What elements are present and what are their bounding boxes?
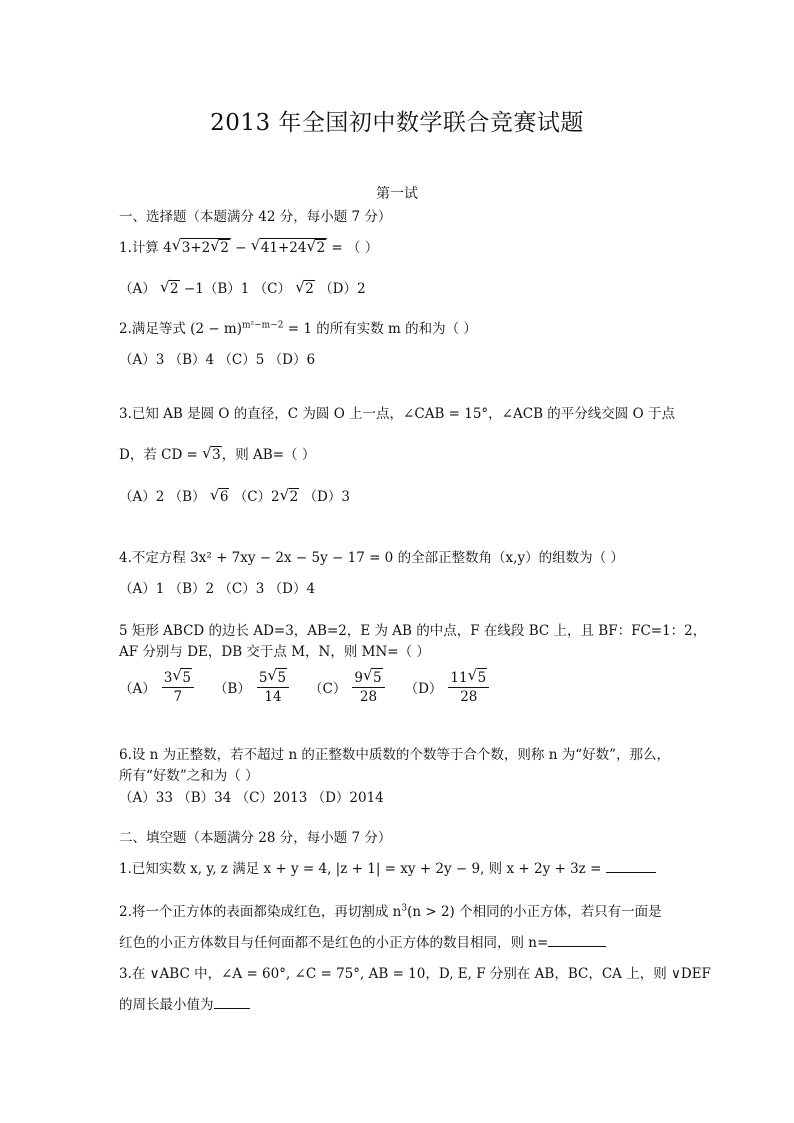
question-5-line-2: AF 分别与 DE，DB 交于点 M，N，则 MN=（ ） bbox=[119, 644, 430, 660]
option-a-label: （A） bbox=[119, 281, 161, 297]
radical bbox=[267, 668, 287, 687]
answer-blank[interactable] bbox=[214, 1008, 250, 1009]
answer-blank[interactable] bbox=[548, 946, 606, 947]
fill-1-text: 1.已知实数 x, y, z 满足 x + y = 4, |z + 1| = xy + 2y − 9, 则 x + 2y + 3z = bbox=[119, 861, 606, 877]
numerator-radicand: 5 bbox=[277, 670, 287, 686]
denominator: 28 bbox=[460, 689, 478, 705]
q2-text: 2.满足等式 (2 − m) bbox=[119, 321, 242, 337]
option-c: （C）2 bbox=[229, 489, 280, 505]
q1-prefix: 1.计算 4 bbox=[119, 240, 172, 256]
fill-question-2-line-1 bbox=[119, 900, 662, 920]
option-d: （D）2 bbox=[314, 281, 366, 297]
q2-text2: = 1 的所有实数 m 的和为（ ） bbox=[283, 321, 477, 337]
exam-part-heading: 第一试 bbox=[376, 186, 418, 202]
fill-question-1 bbox=[119, 857, 656, 877]
q1-radicand-1b: 2 bbox=[220, 240, 229, 256]
q2-exponent: m²−m−2 bbox=[242, 320, 284, 331]
numerator-coef: 3 bbox=[163, 670, 173, 686]
radical bbox=[280, 488, 300, 505]
fill-3-text: 的周长最小值为 bbox=[119, 997, 214, 1013]
option-c-radicand: 2 bbox=[305, 281, 314, 297]
fill-question-3-line-1: 3.在 ∨ABC 中，∠A = 60°, ∠C = 75°, AB = 10，D, E, F 分别在 AB，BC，CA 上，则 ∨DEF bbox=[119, 966, 711, 982]
fill-question-2-line-2 bbox=[119, 931, 606, 951]
q3-text-a: D，若 CD = bbox=[119, 447, 203, 463]
q1-minus: − bbox=[230, 240, 251, 256]
radical bbox=[172, 238, 231, 256]
option-b-label: （B） bbox=[213, 681, 251, 697]
option-b-radicand: 6 bbox=[219, 489, 229, 505]
radical bbox=[172, 668, 192, 687]
radical bbox=[210, 239, 230, 256]
option-d: （D）3 bbox=[299, 489, 350, 505]
section-heading-choice: 一、选择题（本题满分 42 分，每小题 7 分） bbox=[119, 209, 392, 225]
radical bbox=[202, 446, 222, 463]
option-a-fraction bbox=[162, 668, 194, 706]
radical bbox=[251, 238, 327, 256]
question-1 bbox=[119, 236, 378, 256]
option-a-b: （A）2 （B） bbox=[119, 489, 210, 505]
q1-radicand-2: 41+24 bbox=[260, 240, 307, 256]
radical bbox=[295, 280, 315, 297]
option-c-fraction bbox=[352, 668, 384, 706]
question-3-options bbox=[119, 485, 350, 505]
option-a-label: （A） bbox=[119, 681, 156, 697]
question-6-line-2: 所有“好数”之和为（ ） bbox=[119, 768, 259, 784]
numerator-coef: 9 bbox=[354, 670, 363, 686]
question-4-options: （A）1 （B）2 （C）3 （D）4 bbox=[119, 581, 316, 597]
q1-radicand-2b: 2 bbox=[316, 240, 326, 256]
question-6-line-1: 6.设 n 为正整数，若不超过 n 的正整数中质数的个数等于合个数，则称 n 为“好数”，那么， bbox=[119, 747, 671, 763]
fill-2-text-a: 2.将一个正方体的表面都染成红色，再切割成 n bbox=[119, 904, 402, 920]
question-3-line-1: 3.已知 AB 是圆 O 的直径，C 为圆 O 上一点，∠CAB = 15°，∠ACB 的平分线交圆 O 于点 bbox=[119, 406, 675, 422]
fill-2-text-c: 红色的小正方体数目与任何面都不是红色的小正方体的数目相同，则 n= bbox=[119, 935, 549, 951]
fill-2-superscript: 3 bbox=[401, 903, 408, 914]
radical bbox=[160, 280, 180, 297]
question-5-line-1: 5 矩形 ABCD 的边长 AD=3，AB=2，E 为 AB 的中点，F 在线段 BC 上，且 BF：FC=1：2， bbox=[119, 623, 707, 639]
option-c-radicand: 2 bbox=[289, 489, 299, 505]
option-d-fraction bbox=[448, 668, 489, 706]
numerator-radicand: 5 bbox=[182, 670, 191, 686]
numerator-radicand: 5 bbox=[372, 670, 382, 686]
question-3-line-2 bbox=[119, 443, 315, 463]
option-a-radicand: 2 bbox=[170, 281, 179, 297]
question-2 bbox=[119, 317, 477, 337]
numerator-radicand: 5 bbox=[477, 670, 487, 686]
question-6-options: （A）33 （B）34 （C）2013 （D）2014 bbox=[119, 790, 384, 806]
radical bbox=[210, 488, 230, 505]
denominator: 7 bbox=[173, 689, 183, 705]
radical bbox=[363, 668, 383, 687]
radical bbox=[468, 668, 488, 687]
fill-question-3-line-2 bbox=[119, 993, 250, 1013]
q1-radicand-1: 3+2 bbox=[181, 240, 211, 256]
numerator-coef: 11 bbox=[450, 670, 468, 686]
denominator: 14 bbox=[264, 689, 282, 705]
question-1-options bbox=[119, 277, 366, 297]
numerator-coef: 5 bbox=[258, 670, 268, 686]
q3-radicand: 3 bbox=[212, 447, 221, 463]
radical bbox=[306, 239, 326, 256]
q1-suffix: = （ ） bbox=[327, 240, 379, 256]
option-d-label: （D） bbox=[404, 681, 443, 697]
answer-blank[interactable] bbox=[606, 872, 656, 873]
fill-2-text-b: (n > 2) 个相同的小正方体，若只有一面是 bbox=[407, 904, 662, 920]
option-a-b: −1（B）1 （C） bbox=[179, 281, 296, 297]
question-2-options: （A）3 （B）4 （C）5 （D）6 bbox=[119, 352, 316, 368]
question-5-options bbox=[119, 668, 495, 706]
option-c-label: （C） bbox=[309, 681, 347, 697]
section-heading-fill: 二、填空题（本题满分 28 分，每小题 7 分） bbox=[119, 830, 392, 846]
option-b-fraction bbox=[257, 668, 289, 706]
question-4: 4.不定方程 3x² + 7xy − 2x − 5y − 17 = 0 的全部正整数角（x,y）的组数为（ ） bbox=[119, 550, 624, 566]
q3-text-b: ，则 AB=（ ） bbox=[221, 447, 316, 463]
page-title: 2013 年全国初中数学联合竞赛试题 bbox=[210, 110, 584, 136]
denominator: 28 bbox=[359, 689, 378, 705]
